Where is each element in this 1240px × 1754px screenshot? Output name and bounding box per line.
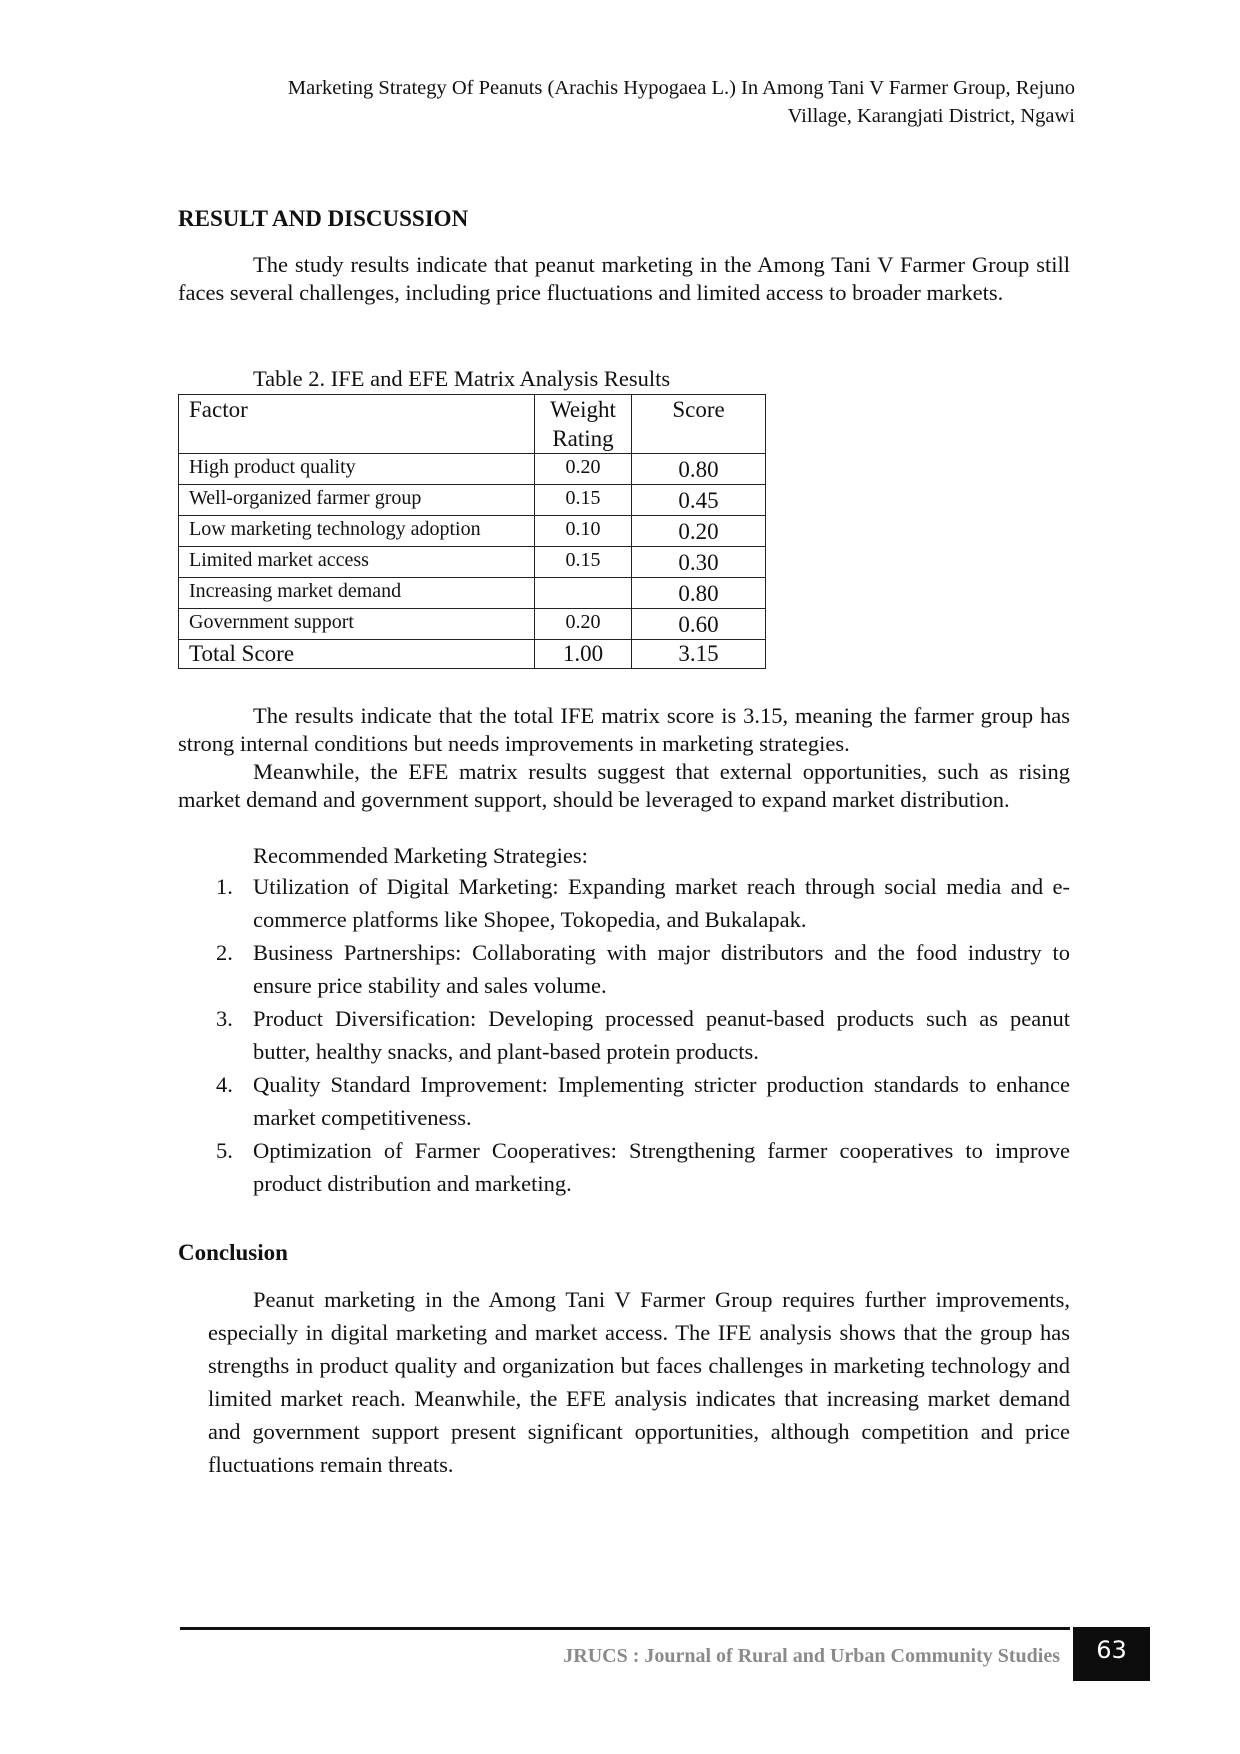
- list-item-text: Optimization of Farmer Cooperatives: Strengthening farmer cooperatives to improve product distribution and marketing.: [253, 1138, 1070, 1196]
- table-total-row: [179, 640, 766, 669]
- running-header: [185, 74, 1075, 130]
- list-item: [178, 1134, 1070, 1200]
- efe-result-paragraph: Meanwhile, the EFE matrix results suggest that external opportunities, such as rising market demand and government support, should be leveraged to expand market distribution.: [178, 759, 1070, 812]
- factor-cell: Low marketing technology adoption: [179, 516, 535, 547]
- list-item-text: Business Partnerships: Collaborating with major distributors and the food industry to ensure price stability and sales volume.: [253, 940, 1070, 998]
- strategies-list: [178, 870, 1070, 1200]
- score-cell: 0.80: [632, 578, 766, 609]
- table-row: [179, 547, 766, 578]
- factor-cell: Increasing market demand: [179, 578, 535, 609]
- factor-cell: Well-organized farmer group: [179, 485, 535, 516]
- list-item: [178, 1002, 1070, 1068]
- header-factor: Factor: [179, 395, 535, 454]
- weight-cell: 0.20: [535, 609, 632, 640]
- total-label: Total Score: [179, 640, 535, 669]
- header-rating: Rating: [552, 426, 614, 451]
- conclusion-paragraph: Peanut marketing in the Among Tani V Farmer Group requires further improvements, especially in digital marketing and market access. The IFE analysis shows that the group has strengths in product quality and organization but faces challenges in marketing technology and limited market reach. Meanwhile, the EFE analysis indicates that increasing market demand and government support present significant opportunities, although competition and price fluctuations remain threats.: [208, 1287, 1070, 1477]
- header-weight-rating: [535, 395, 632, 454]
- table-header-row: [179, 395, 766, 454]
- list-number: 3.: [216, 1006, 233, 1031]
- ife-result-paragraph: The results indicate that the total IFE matrix score is 3.15, meaning the farmer group has strong internal conditions but needs improvements in marketing strategies.: [178, 703, 1070, 756]
- table-row: [179, 609, 766, 640]
- header-score: Score: [632, 395, 766, 454]
- list-item: [178, 870, 1070, 936]
- score-cell: 0.60: [632, 609, 766, 640]
- footer-journal-name: JRUCS : Journal of Rural and Urban Community Studies: [563, 1645, 1060, 1667]
- running-header-line-2: Village, Karangjati District, Ngawi: [787, 105, 1075, 127]
- recommended-strategies-lead: Recommended Marketing Strategies:: [253, 843, 588, 868]
- list-number: 4.: [216, 1072, 233, 1097]
- score-cell: 0.45: [632, 485, 766, 516]
- list-item-text: Product Diversification: Developing processed peanut-based products such as peanut butter, healthy snacks, and plant-based protein products.: [253, 1006, 1070, 1064]
- header-weight: Weight: [550, 397, 616, 422]
- weight-cell: [535, 578, 632, 609]
- factor-cell: Limited market access: [179, 547, 535, 578]
- list-item: [178, 936, 1070, 1002]
- weight-cell: 0.15: [535, 547, 632, 578]
- score-cell: 0.20: [632, 516, 766, 547]
- weight-cell: 0.15: [535, 485, 632, 516]
- score-cell: 0.80: [632, 454, 766, 485]
- results-intro-paragraph: The study results indicate that peanut marketing in the Among Tani V Farmer Group still faces several challenges, including price fluctuations and limited access to broader markets.: [178, 252, 1070, 305]
- score-cell: 0.30: [632, 547, 766, 578]
- list-item: [178, 1068, 1070, 1134]
- ife-efe-table: [178, 394, 766, 669]
- table-row: [179, 454, 766, 485]
- factor-cell: High product quality: [179, 454, 535, 485]
- list-number: 5.: [216, 1138, 233, 1163]
- table-caption: Table 2. IFE and EFE Matrix Analysis Results: [253, 366, 671, 391]
- table-row: [179, 516, 766, 547]
- footer-divider: [180, 1627, 1070, 1630]
- conclusion-heading: Conclusion: [178, 1240, 288, 1265]
- factor-cell: Government support: [179, 609, 535, 640]
- total-weight: 1.00: [535, 640, 632, 669]
- page-number: 63: [1073, 1627, 1150, 1681]
- running-header-line-1: Marketing Strategy Of Peanuts (Arachis Hypogaea L.) In Among Tani V Farmer Group, Rejuno: [287, 77, 1075, 99]
- list-item-text: Quality Standard Improvement: Implementing stricter production standards to enhance market competitiveness.: [253, 1072, 1070, 1130]
- total-score: 3.15: [632, 640, 766, 669]
- weight-cell: 0.10: [535, 516, 632, 547]
- table-row: [179, 578, 766, 609]
- list-item-text: Utilization of Digital Marketing: Expanding market reach through social media and e-commerce platforms like Shopee, Tokopedia, and Bukalapak.: [253, 874, 1070, 932]
- list-number: 1.: [216, 874, 233, 899]
- list-number: 2.: [216, 940, 233, 965]
- results-heading: RESULT AND DISCUSSION: [178, 206, 469, 231]
- table-row: [179, 485, 766, 516]
- weight-cell: 0.20: [535, 454, 632, 485]
